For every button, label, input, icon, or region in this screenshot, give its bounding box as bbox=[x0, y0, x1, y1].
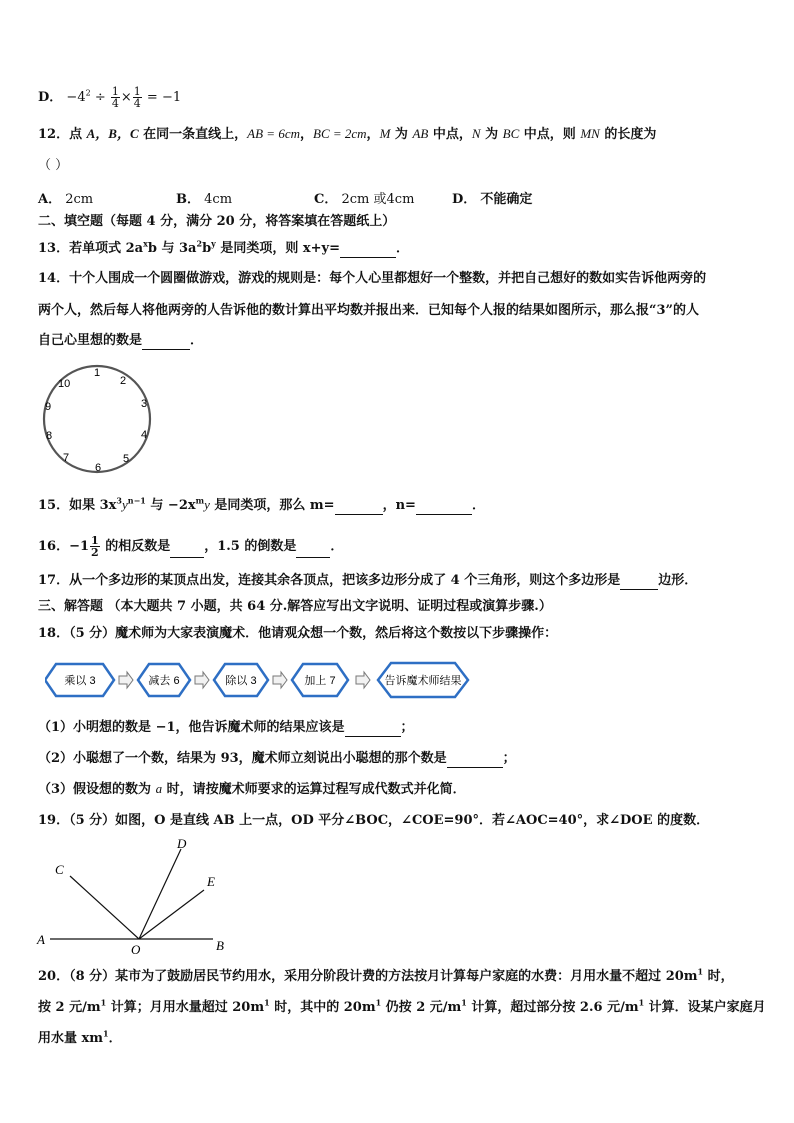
q15-sup: m bbox=[195, 495, 205, 506]
q12-text: 12．点 bbox=[38, 127, 87, 142]
label-b: B bbox=[216, 938, 224, 953]
option-letter: D． bbox=[38, 90, 63, 105]
option-letter: A． bbox=[38, 192, 62, 207]
q15-text: 是同类项，那么 m= bbox=[209, 498, 335, 513]
answer-blank[interactable] bbox=[296, 543, 330, 558]
step-label: 减去 6 bbox=[148, 675, 180, 687]
q12-n: N bbox=[471, 126, 481, 141]
option-letter: D． bbox=[452, 192, 477, 207]
arrow-icon bbox=[195, 672, 209, 688]
answer-blank[interactable] bbox=[340, 243, 396, 258]
option-text: 2cm bbox=[65, 192, 94, 207]
q12-m: M bbox=[379, 126, 391, 141]
q15 bbox=[38, 496, 485, 515]
q20-text: 时，其中的 20m bbox=[269, 1000, 376, 1015]
q18-sub-3 bbox=[38, 780, 466, 799]
q20-sup: 1 bbox=[264, 997, 270, 1008]
q15-text: ． bbox=[471, 498, 485, 513]
q16-text: ． bbox=[330, 539, 344, 554]
q20-text: 20．（8 分）某市为了鼓励居民节约用水，采用分阶段计费的方法按月计算每户家庭的水费：月用水量不超过 20m bbox=[38, 969, 698, 984]
q16-text: 的相反数是 bbox=[100, 539, 171, 554]
q12-option-d bbox=[452, 188, 532, 207]
q16-text: 16．−1 bbox=[38, 539, 90, 554]
q15-text: 15．如果 3x bbox=[38, 498, 117, 513]
q15-text: 与 −2x bbox=[145, 498, 196, 513]
q13-text: b 与 3a bbox=[147, 241, 197, 256]
q18-text: （3）假设想的数为 bbox=[38, 782, 156, 797]
q20-text: 时， bbox=[703, 969, 734, 984]
step-label: 告诉魔术师结果 bbox=[384, 675, 462, 687]
q13-sup: x bbox=[143, 238, 148, 249]
q18-var: a bbox=[155, 781, 163, 796]
expr-result: = −1 bbox=[146, 90, 182, 105]
q20-sup: 1 bbox=[375, 997, 382, 1008]
q14-line-3 bbox=[38, 332, 203, 350]
ray-od bbox=[139, 849, 181, 939]
q13-sup: 2 bbox=[196, 238, 203, 249]
q18-text: 时，请按魔术师要求的运算过程写成代数式并化简． bbox=[162, 782, 466, 797]
q13-text: 是同类项，则 x+y= bbox=[215, 241, 340, 256]
q12-text: 在同一条直线上， bbox=[138, 127, 248, 142]
divide-sign: ÷ bbox=[94, 90, 106, 105]
q20-text: 按 2 元/m bbox=[38, 1000, 101, 1015]
q12-option-a bbox=[38, 188, 93, 207]
q12-option-c bbox=[314, 188, 414, 207]
option-text: 2cm 或4cm bbox=[341, 192, 415, 207]
arrow-icon bbox=[356, 672, 370, 688]
q13-sup: y bbox=[211, 238, 216, 249]
q12-points: A，B，C bbox=[86, 126, 139, 141]
q15-sup: 3 bbox=[116, 495, 122, 506]
fraction-den: 2 bbox=[91, 546, 99, 559]
circle-number: 9 bbox=[45, 401, 52, 413]
q13-text: 13．若单项式 2a bbox=[38, 241, 144, 256]
q15-text: ，n= bbox=[382, 498, 416, 513]
q12-sep: ， bbox=[299, 127, 313, 142]
option-text: 不能确定 bbox=[480, 192, 533, 207]
q12-ab: AB = 6cm bbox=[247, 126, 300, 141]
circle-number: 3 bbox=[141, 398, 148, 410]
q12-mn: MN bbox=[580, 126, 600, 141]
fraction-den: 4 bbox=[111, 97, 119, 110]
q12-text: 中点， bbox=[428, 127, 472, 142]
q20-line-1 bbox=[38, 968, 734, 986]
circle-number: 1 bbox=[94, 367, 101, 379]
q20-line-3 bbox=[38, 1030, 122, 1048]
ray-oe bbox=[139, 890, 204, 939]
q15-sup: n−1 bbox=[127, 495, 146, 506]
fraction-num: 1 bbox=[91, 534, 99, 547]
q20-text: 计算，超过部分按 2.6 元/m bbox=[466, 1000, 639, 1015]
q18-sub-1 bbox=[38, 719, 414, 737]
q12-bc2: BC bbox=[502, 126, 520, 141]
q20-text: 计算．设某户家庭月 bbox=[644, 1000, 766, 1015]
q20-sup: 1 bbox=[100, 997, 107, 1008]
label-d: D bbox=[177, 836, 187, 851]
q12-text: 中点，则 bbox=[519, 127, 581, 142]
q18-text: （2）小聪想了一个数，结果为 93，魔术师立刻说出小聪想的那个数是 bbox=[38, 751, 447, 766]
q17-text: 边形． bbox=[658, 573, 698, 588]
q12-option-b bbox=[176, 188, 232, 207]
label-c: C bbox=[55, 862, 64, 877]
option-text: 4cm bbox=[204, 192, 233, 207]
q11-option-d bbox=[38, 86, 181, 109]
q18-text: ； bbox=[400, 720, 414, 735]
answer-blank[interactable] bbox=[142, 335, 190, 350]
q12-ab2: AB bbox=[412, 126, 429, 141]
circle-number: 8 bbox=[46, 430, 53, 442]
q12-paren: （ ） bbox=[38, 158, 69, 173]
label-o: O bbox=[131, 942, 141, 954]
times-sign: × bbox=[120, 90, 132, 105]
q20-sup: 1 bbox=[697, 966, 704, 977]
q18-text: （1）小明想的数是 −1，他告诉魔术师的结果应该是 bbox=[38, 720, 345, 735]
answer-blank[interactable] bbox=[447, 753, 503, 768]
circle-number: 2 bbox=[120, 375, 127, 387]
q18-text: ； bbox=[502, 751, 516, 766]
answer-blank[interactable] bbox=[620, 575, 658, 590]
q14-line-1: 14．十个人围成一个圆圈做游戏，游戏的规则是：每个人心里都想好一个整数，并把自己想好的数如实告诉他两旁的 bbox=[38, 271, 707, 286]
q12-text: 为 bbox=[480, 127, 503, 142]
circle-number: 10 bbox=[58, 378, 71, 390]
section-heading-2: 二、填空题（每题 4 分，满分 20 分，将答案填在答题纸上） bbox=[38, 214, 396, 229]
circle-number: 6 bbox=[95, 462, 102, 474]
q16 bbox=[38, 535, 343, 558]
q12-sep: ， bbox=[366, 127, 380, 142]
q20-text: 仍按 2 元/m bbox=[381, 1000, 462, 1015]
fraction bbox=[90, 535, 100, 558]
q12-text: 的长度为 bbox=[599, 127, 657, 142]
q19-stem: 19．（5 分）如图，O 是直线 AB 上一点，OD 平分∠BOC，∠COE=90°．若∠AOC=40°，求∠DOE 的度数． bbox=[38, 813, 710, 828]
circle-number: 7 bbox=[63, 452, 70, 464]
q20-text: ． bbox=[108, 1031, 122, 1046]
fraction-den: 4 bbox=[133, 97, 141, 110]
exponent: 2 bbox=[85, 88, 91, 98]
q18-stem: 18．（5 分）魔术师为大家表演魔术．他请观众想一个数，然后将这个数按以下步骤操作： bbox=[38, 626, 558, 641]
q12-bc: BC = 2cm bbox=[313, 126, 367, 141]
q12-stem bbox=[38, 125, 656, 144]
answer-blank[interactable] bbox=[345, 722, 401, 737]
q13-text: ． bbox=[395, 241, 409, 256]
q20-sup: 1 bbox=[461, 997, 467, 1008]
q14-text: 自己心里想的数是 bbox=[38, 333, 143, 348]
step-label: 乘以 3 bbox=[64, 675, 96, 687]
q20-text: 用水量 xm bbox=[38, 1031, 104, 1046]
q20-sup: 1 bbox=[638, 997, 645, 1008]
q17-text: 17．从一个多边形的某顶点出发，连接其余各顶点，把该多边形分成了 4 个三角形，则这个多边形是 bbox=[38, 573, 621, 588]
answer-blank[interactable] bbox=[335, 500, 383, 515]
circle-number: 4 bbox=[141, 429, 148, 441]
option-letter: C． bbox=[314, 192, 338, 207]
label-e: E bbox=[207, 874, 215, 889]
step-label: 除以 3 bbox=[225, 675, 257, 687]
option-letter: B． bbox=[176, 192, 200, 207]
label-a: A bbox=[37, 932, 45, 947]
fraction-2 bbox=[133, 86, 142, 109]
q17 bbox=[38, 572, 697, 590]
q14-line-2: 两个人，然后每人将他两旁的人告诉他的数计算出平均数并报出来．已知每个人报的结果如图所示，那么报“3”的人 bbox=[38, 303, 700, 318]
q15-var: y bbox=[122, 497, 128, 512]
answer-blank[interactable] bbox=[170, 543, 204, 558]
fraction-num: 1 bbox=[111, 85, 119, 98]
expr-prefix: −4 bbox=[66, 90, 86, 105]
answer-blank[interactable] bbox=[416, 500, 472, 515]
ray-oc bbox=[70, 876, 139, 939]
q13-text: b bbox=[202, 241, 212, 256]
fraction-num: 1 bbox=[133, 85, 141, 98]
q18-sub-2 bbox=[38, 750, 516, 768]
circle-diagram bbox=[38, 362, 163, 477]
section-heading-3: 三、解答题 （本大题共 7 小题，共 64 分.解答应写出文字说明、证明过程或演算步骤.） bbox=[38, 599, 552, 614]
arrow-icon bbox=[119, 672, 133, 688]
q14-text: ． bbox=[190, 333, 204, 348]
q20-text: 计算；月用水量超过 20m bbox=[106, 1000, 265, 1015]
circle-number: 5 bbox=[123, 453, 130, 465]
q15-var: y bbox=[204, 497, 210, 512]
q13 bbox=[38, 240, 409, 258]
q12-text: 为 bbox=[390, 127, 413, 142]
magic-flowchart bbox=[45, 660, 475, 700]
q20-sup: 1 bbox=[103, 1028, 109, 1039]
step-label: 加上 7 bbox=[304, 675, 336, 687]
fraction-1 bbox=[111, 86, 120, 109]
q16-text: ，1.5 的倒数是 bbox=[204, 539, 297, 554]
angle-diagram bbox=[30, 834, 240, 954]
arrow-icon bbox=[273, 672, 287, 688]
q20-line-2 bbox=[38, 999, 766, 1017]
